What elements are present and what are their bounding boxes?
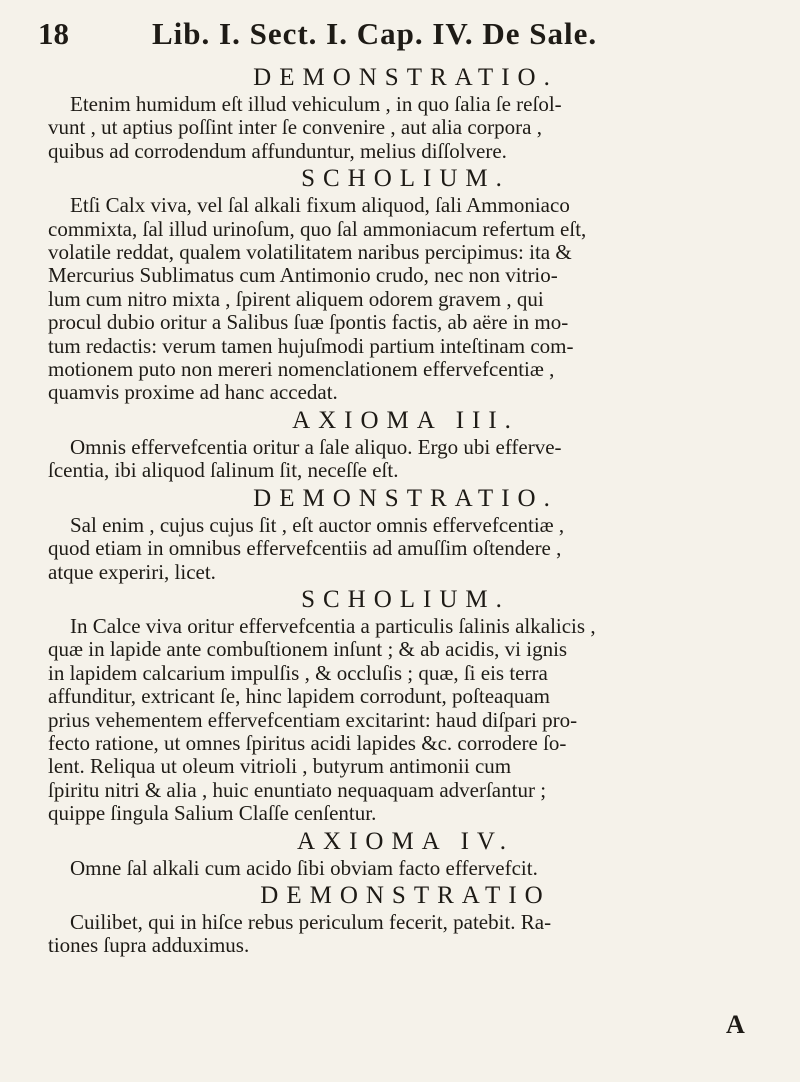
- section-paragraph: [48, 615, 763, 826]
- page-number: 18: [38, 16, 69, 51]
- text-line: quippe ſingula Salium Claſſe cenſentur.: [48, 801, 377, 826]
- text-line: quibus ad corrodendum affunduntur, melius diſſolvere.: [48, 138, 507, 163]
- text-line: affunditur, extricant ſe, hinc lapidem corrodunt, poſteaquam: [48, 684, 551, 709]
- section-heading: DEMONSTRATIO: [260, 881, 551, 909]
- text-line: Omne ſal alkali cum acido ſibi obviam facto effervefcit.: [70, 855, 538, 880]
- text-line: Etenim humidum eſt illud vehiculum , in quo ſalia ſe reſol-: [70, 92, 562, 116]
- section-paragraph: [48, 514, 763, 584]
- text-line: quod etiam in omnibus effervefcentiis ad amuſſim oſtendere ,: [48, 536, 562, 561]
- text-line: in lapidem calcarium impulſis , & occluſis ; quæ, ſi eis terra: [48, 660, 548, 685]
- section-paragraph: [48, 857, 763, 880]
- catchword: A: [726, 1010, 745, 1039]
- text-line: Mercurius Sublimatus cum Antimonio crudo, nec non vitrio-: [48, 263, 558, 288]
- text-line: tum redactis: verum tamen hujuſmodi partium inteſtinam com-: [48, 333, 574, 358]
- text-line: fecto ratione, ut omnes ſpiritus acidi lapides &c. corrodere ſo-: [48, 730, 567, 755]
- section-heading: SCHOLIUM.: [301, 585, 510, 613]
- page-header: [30, 12, 770, 60]
- section-heading: DEMONSTRATIO.: [253, 484, 558, 512]
- text-line: lum cum nitro mixta , ſpirent aliquem odorem gravem , qui: [48, 286, 544, 311]
- text-line: procul dubio oritur a Salibus ſuæ ſpontis factis, ab aëre in mo-: [48, 310, 569, 335]
- section-paragraph: [48, 194, 763, 405]
- running-head: Lib. I. Sect. I. Cap. IV. De Sale.: [152, 16, 598, 51]
- text-line: commixta, ſal illud urinoſum, quo ſal ammoniacum refertum eſt,: [48, 216, 587, 241]
- text-line: ſpiritu nitri & alia , huic enuntiato nequaquam adverſantur ;: [48, 777, 547, 802]
- section-paragraph: [48, 93, 763, 163]
- text-line: ſcentia, ibi aliquod ſalinum ſit, neceſſe eſt.: [48, 458, 399, 483]
- text-line: vunt , ut aptius poſſint inter ſe convenire , aut alia corpora ,: [48, 115, 542, 140]
- text-line: quamvis proxime ad hanc accedat.: [48, 380, 338, 405]
- text-line: tiones ſupra adduximus.: [48, 933, 250, 958]
- text-line: Sal enim , cujus cujus ſit , eſt auctor omnis effervefcentiæ ,: [70, 512, 565, 537]
- text-line: In Calce viva oritur effervefcentia a particulis ſalinis alkalicis ,: [70, 613, 596, 638]
- text-line: volatile reddat, qualem volatilitatem naribus percipimus: ita &: [48, 240, 572, 265]
- page-body: [48, 62, 763, 958]
- section-heading: SCHOLIUM.: [301, 165, 510, 193]
- text-line: lent. Reliqua ut oleum vitrioli , butyrum antimonii cum: [48, 754, 512, 779]
- section-paragraph: [48, 911, 763, 958]
- text-line: prius vehementem effervefcentiam excitarint: haud diſpari pro-: [48, 707, 578, 732]
- section-heading: AXIOMA III.: [292, 406, 519, 434]
- text-line: Etſi Calx viva, vel ſal alkali fixum aliquod, ſali Ammoniaco: [70, 193, 570, 218]
- text-line: Omnis effervefcentia oritur a ſale aliquo. Ergo ubi efferve-: [70, 434, 562, 459]
- text-line: Cuilibet, qui in hiſce rebus periculum fecerit, patebit. Ra-: [70, 909, 552, 934]
- section-heading: DEMONSTRATIO.: [253, 64, 558, 91]
- text-line: atque experiri, licet.: [48, 559, 216, 584]
- text-line: motionem puto non mereri nomenclationem effervefcentiæ ,: [48, 357, 555, 382]
- section-heading: AXIOMA IV.: [296, 827, 515, 855]
- text-line: quæ in lapide ante combuſtionem inſunt ; & ab acidis, vi ignis: [48, 637, 568, 662]
- section-paragraph: [48, 436, 763, 483]
